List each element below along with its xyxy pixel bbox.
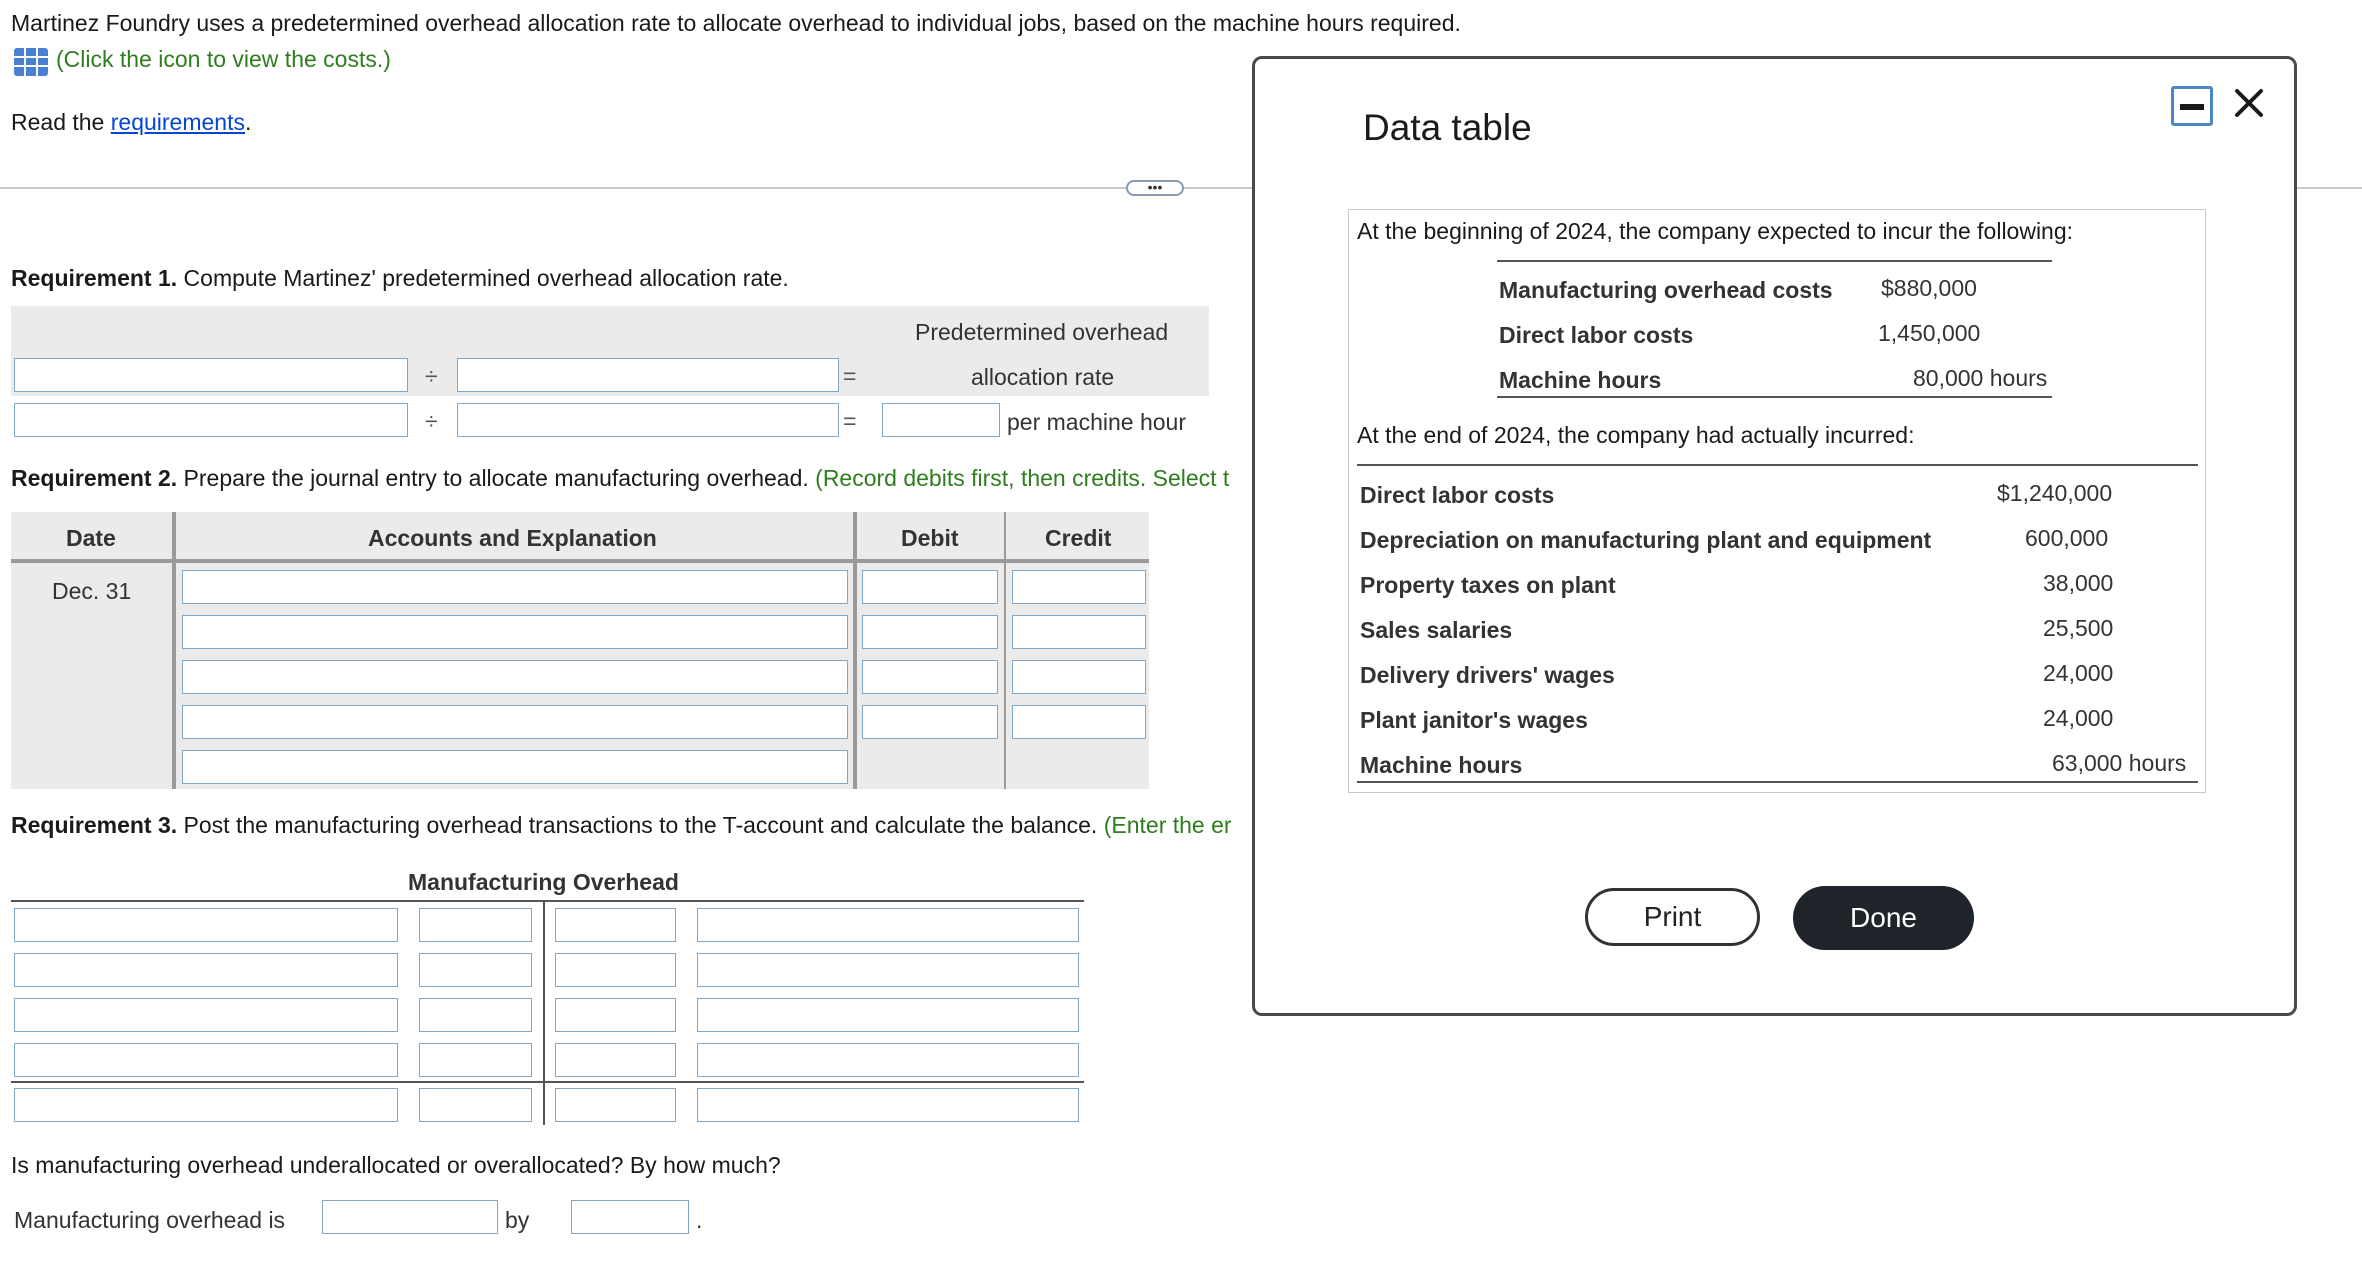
t-credit-amount-input[interactable] — [555, 953, 676, 987]
expected-label: Direct labor costs — [1499, 322, 1694, 348]
done-button[interactable]: Done — [1793, 886, 1974, 950]
expected-top-rule — [1497, 260, 2052, 262]
t-debit-amount-input[interactable] — [419, 998, 532, 1032]
actual-value: 24,000 — [2043, 705, 2114, 731]
journal-account-input[interactable] — [182, 705, 848, 739]
t-account-stem — [543, 900, 545, 1125]
actual-value: 38,000 — [2043, 570, 2114, 596]
journal-divider-2 — [853, 512, 857, 789]
req1-row1-div: ÷ — [425, 363, 438, 389]
actual-value: 24,000 — [2043, 660, 2114, 686]
journal-debit-input[interactable] — [862, 570, 998, 604]
t-balance-debit-input[interactable] — [419, 1088, 532, 1122]
journal-credit-input[interactable] — [1012, 570, 1146, 604]
close-icon[interactable] — [2231, 85, 2267, 127]
journal-credit-input[interactable] — [1012, 615, 1146, 649]
expected-intro: At the beginning of 2024, the company expected to incur the following: — [1357, 218, 2074, 244]
journal-col-accounts: Accounts and Explanation — [368, 525, 657, 551]
req1-header-line2: allocation rate — [971, 364, 1115, 390]
t-debit-account-input[interactable] — [14, 998, 398, 1032]
req1-rate-input[interactable] — [882, 403, 1000, 437]
t-account-total-rule — [11, 1081, 1084, 1083]
t-credit-amount-input[interactable] — [555, 998, 676, 1032]
req1-unit: per machine hour — [1007, 409, 1186, 435]
expected-value: 80,000 hours — [1913, 365, 2048, 391]
req1-row1-eq: = — [843, 363, 857, 389]
req1-text: Compute Martinez' predetermined overhead allocation rate. — [177, 265, 789, 291]
req1-bold: Requirement 1. — [11, 265, 178, 291]
t-balance-credit-input[interactable] — [555, 1088, 676, 1122]
journal-account-input[interactable] — [182, 570, 848, 604]
actual-label: Machine hours — [1360, 752, 1523, 778]
expected-value: $880,000 — [1881, 275, 1977, 301]
actual-label: Property taxes on plant — [1360, 572, 1616, 598]
actual-label: Plant janitor's wages — [1360, 707, 1588, 733]
t-debit-account-input[interactable] — [14, 1043, 398, 1077]
expand-button[interactable]: ••• — [1126, 180, 1184, 196]
req1-row2-denominator-input[interactable] — [457, 403, 839, 437]
actual-label: Delivery drivers' wages — [1360, 662, 1615, 688]
actual-label: Direct labor costs — [1360, 482, 1555, 508]
journal-divider-3 — [1004, 512, 1006, 789]
expected-value: 1,450,000 — [1878, 320, 1981, 346]
journal-credit-input[interactable] — [1012, 705, 1146, 739]
req1-row1-numerator-input[interactable] — [14, 358, 408, 392]
actual-value: 600,000 — [2025, 525, 2109, 551]
req1-header-line1: Predetermined overhead — [915, 319, 1169, 345]
actual-value: $1,240,000 — [1997, 480, 2113, 506]
t-debit-account-input[interactable] — [14, 953, 398, 987]
click-icon-text[interactable]: (Click the icon to view the costs.) — [56, 46, 391, 72]
t-debit-amount-input[interactable] — [419, 1043, 532, 1077]
t-credit-account-input[interactable] — [697, 1043, 1079, 1077]
req3-heading — [11, 812, 1232, 839]
req1-heading — [11, 265, 789, 292]
actual-value: 63,000 hours — [2052, 750, 2187, 776]
journal-account-input[interactable] — [182, 660, 848, 694]
req2-bold: Requirement 2. — [11, 465, 178, 491]
t-credit-account-input[interactable] — [697, 998, 1079, 1032]
req2-text: Prepare the journal entry to allocate manufacturing overhead. — [177, 465, 809, 491]
journal-date: Dec. 31 — [52, 578, 132, 604]
t-account-title: Manufacturing Overhead — [408, 869, 679, 895]
journal-account-input[interactable] — [182, 615, 848, 649]
journal-debit-input[interactable] — [862, 660, 998, 694]
t-credit-amount-input[interactable] — [555, 908, 676, 942]
journal-credit-input[interactable] — [1012, 660, 1146, 694]
journal-col-debit: Debit — [901, 525, 959, 551]
expected-bottom-rule — [1497, 396, 2052, 398]
print-button[interactable]: Print — [1585, 888, 1760, 946]
t-credit-amount-input[interactable] — [555, 1043, 676, 1077]
journal-account-input[interactable] — [182, 750, 848, 784]
read-prefix: Read the — [11, 109, 111, 135]
answer-suffix: . — [696, 1207, 703, 1233]
journal-divider-1 — [172, 512, 176, 789]
read-requirements — [11, 109, 251, 136]
actual-bottom-rule — [1357, 781, 2198, 783]
answer-by: by — [505, 1207, 530, 1233]
req2-instruction: (Record debits first, then credits. Select t — [808, 465, 1230, 491]
data-table — [1348, 209, 2206, 793]
expected-label: Manufacturing overhead costs — [1499, 277, 1833, 303]
journal-debit-input[interactable] — [862, 615, 998, 649]
t-debit-amount-input[interactable] — [419, 953, 532, 987]
allocation-amount-input[interactable] — [571, 1200, 689, 1234]
allocation-question: Is manufacturing overhead underallocated or overallocated? By how much? — [11, 1152, 781, 1178]
minimize-icon[interactable] — [2171, 86, 2213, 126]
data-table-modal — [1252, 56, 2297, 1016]
req1-row2-eq: = — [843, 408, 857, 434]
actual-label: Depreciation on manufacturing plant and equipment — [1360, 527, 1932, 553]
req3-instruction: (Enter the er — [1097, 812, 1232, 838]
answer-prefix: Manufacturing overhead is — [14, 1207, 286, 1233]
journal-header-rule — [11, 559, 1149, 563]
actual-top-rule — [1357, 464, 2198, 466]
modal-title: Data table — [1363, 107, 1532, 148]
read-suffix: . — [244, 109, 252, 135]
req1-row2-div: ÷ — [425, 408, 438, 434]
allocation-type-select[interactable] — [322, 1200, 498, 1234]
req3-bold: Requirement 3. — [11, 812, 178, 838]
t-credit-account-input[interactable] — [697, 908, 1079, 942]
expected-label: Machine hours — [1499, 367, 1662, 393]
req1-row1-denominator-input[interactable] — [457, 358, 839, 392]
req2-heading — [11, 465, 1229, 492]
actual-intro: At the end of 2024, the company had actually incurred: — [1357, 422, 1915, 448]
journal-table-bg — [11, 512, 1149, 789]
journal-debit-input[interactable] — [862, 705, 998, 739]
table-grid-icon[interactable] — [13, 47, 49, 83]
req1-row2-numerator-input[interactable] — [14, 403, 408, 437]
req3-text: Post the manufacturing overhead transactions to the T-account and calculate the balance. — [177, 812, 1098, 838]
requirements-link[interactable]: requirements — [110, 109, 245, 135]
journal-col-credit: Credit — [1045, 525, 1112, 551]
t-credit-account-input[interactable] — [697, 953, 1079, 987]
t-account-top-rule — [11, 900, 1084, 902]
journal-col-date: Date — [66, 525, 116, 551]
actual-label: Sales salaries — [1360, 617, 1513, 643]
t-balance-account-input-right[interactable] — [697, 1088, 1079, 1122]
actual-value: 25,500 — [2043, 615, 2114, 641]
intro-text: Martinez Foundry uses a predetermined overhead allocation rate to allocate overhead to individual jobs, based on the machine hours required. — [11, 10, 1461, 36]
t-debit-amount-input[interactable] — [419, 908, 532, 942]
t-debit-account-input[interactable] — [14, 908, 398, 942]
t-balance-account-input[interactable] — [14, 1088, 398, 1122]
